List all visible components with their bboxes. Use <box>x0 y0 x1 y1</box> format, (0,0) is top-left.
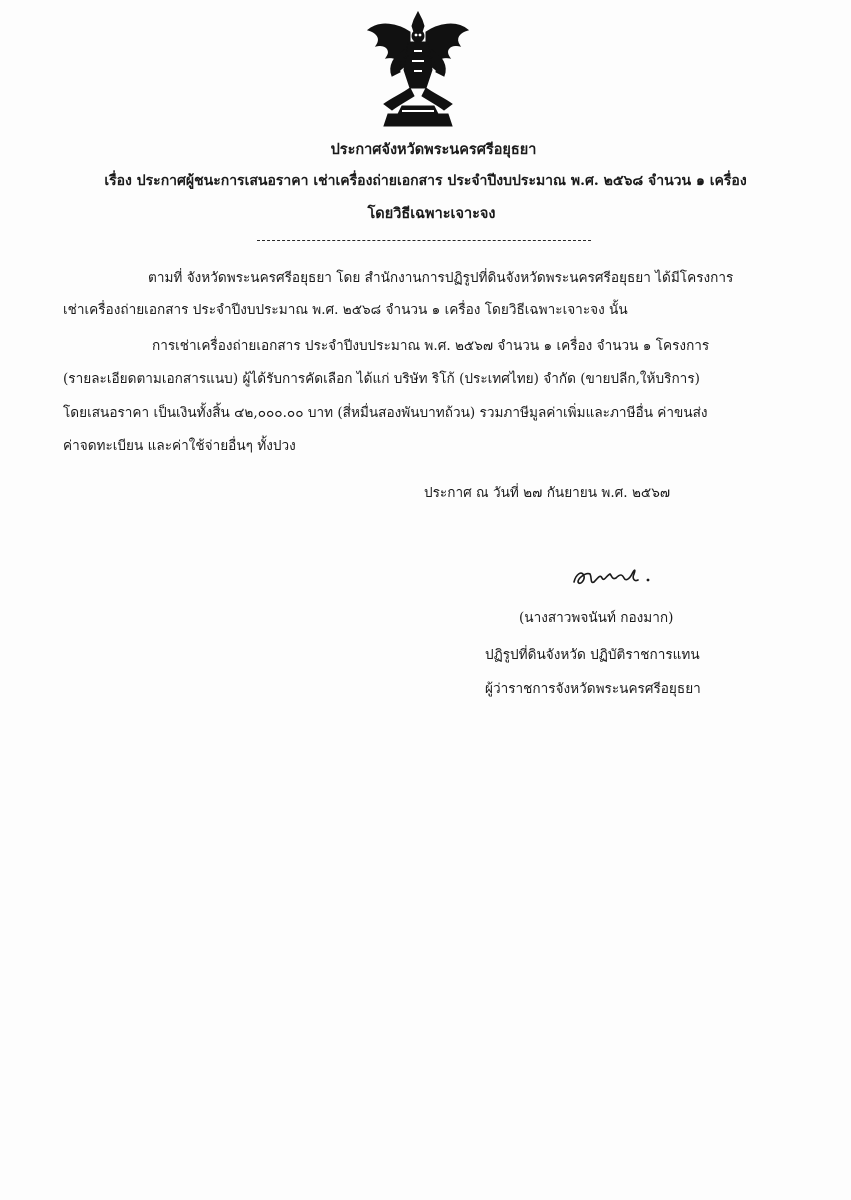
paragraph1-line1: ตามที่ จังหวัดพระนครศรีอยุธยา โดย สำนักงานการปฏิรูปที่ดินจังหวัดพระนครศรีอยุธยา ได้มีโครงการ <box>148 270 734 286</box>
signatory-position: ปฏิรูปที่ดินจังหวัด ปฏิบัติราชการแทน <box>485 647 700 663</box>
paragraph1-line2: เช่าเครื่องถ่ายเอกสาร ประจำปีงบประมาณ พ.ศ. ๒๕๖๘ จำนวน ๑ เครื่อง โดยวิธีเฉพาะเจาะจง นั้น <box>63 302 628 318</box>
header-divider <box>257 240 591 241</box>
announcement-date: ประกาศ ณ วันที่ ๒๗ กันยายน พ.ศ. ๒๕๖๗ <box>424 485 671 501</box>
paragraph2-line3: โดยเสนอราคา เป็นเงินทั้งสิ้น ๔๒,๐๐๐.๐๐ บาท (สี่หมื่นสองพันบาทถ้วน) รวมภาษีมูลค่าเพิ่มและภาษีอื่น ค่าขนส่ง <box>63 405 708 421</box>
document-title: ประกาศจังหวัดพระนครศรีอยุธยา <box>330 141 537 158</box>
handwritten-signature-icon <box>568 560 658 592</box>
paragraph2-line1: การเช่าเครื่องถ่ายเอกสาร ประจำปีงบประมาณ พ.ศ. ๒๕๖๗ จำนวน ๑ เครื่อง จำนวน ๑ โครงการ <box>152 338 710 354</box>
document-subject: เรื่อง ประกาศผู้ชนะการเสนอราคา เช่าเครื่องถ่ายเอกสาร ประจำปีงบประมาณ พ.ศ. ๒๕๖๘ จำนวน ๑ เครื่อง <box>104 173 747 189</box>
signatory-name: (นางสาวพจนันท์ กองมาก) <box>519 610 674 626</box>
paragraph2-line2: (รายละเอียดตามเอกสารแนบ) ผู้ได้รับการคัดเลือก ได้แก่ บริษัท ริโก้ (ประเทศไทย) จำกัด (ขายปลีก,ให้บริการ) <box>63 371 700 387</box>
paragraph2-line4: ค่าจดทะเบียน และค่าใช้จ่ายอื่นๆ ทั้งปวง <box>63 438 296 454</box>
signatory-position-acting-for: ผู้ว่าราชการจังหวัดพระนครศรีอยุธยา <box>485 681 701 697</box>
document-subject-method: โดยวิธีเฉพาะเจาะจง <box>367 205 496 222</box>
garuda-emblem-icon <box>362 10 474 128</box>
